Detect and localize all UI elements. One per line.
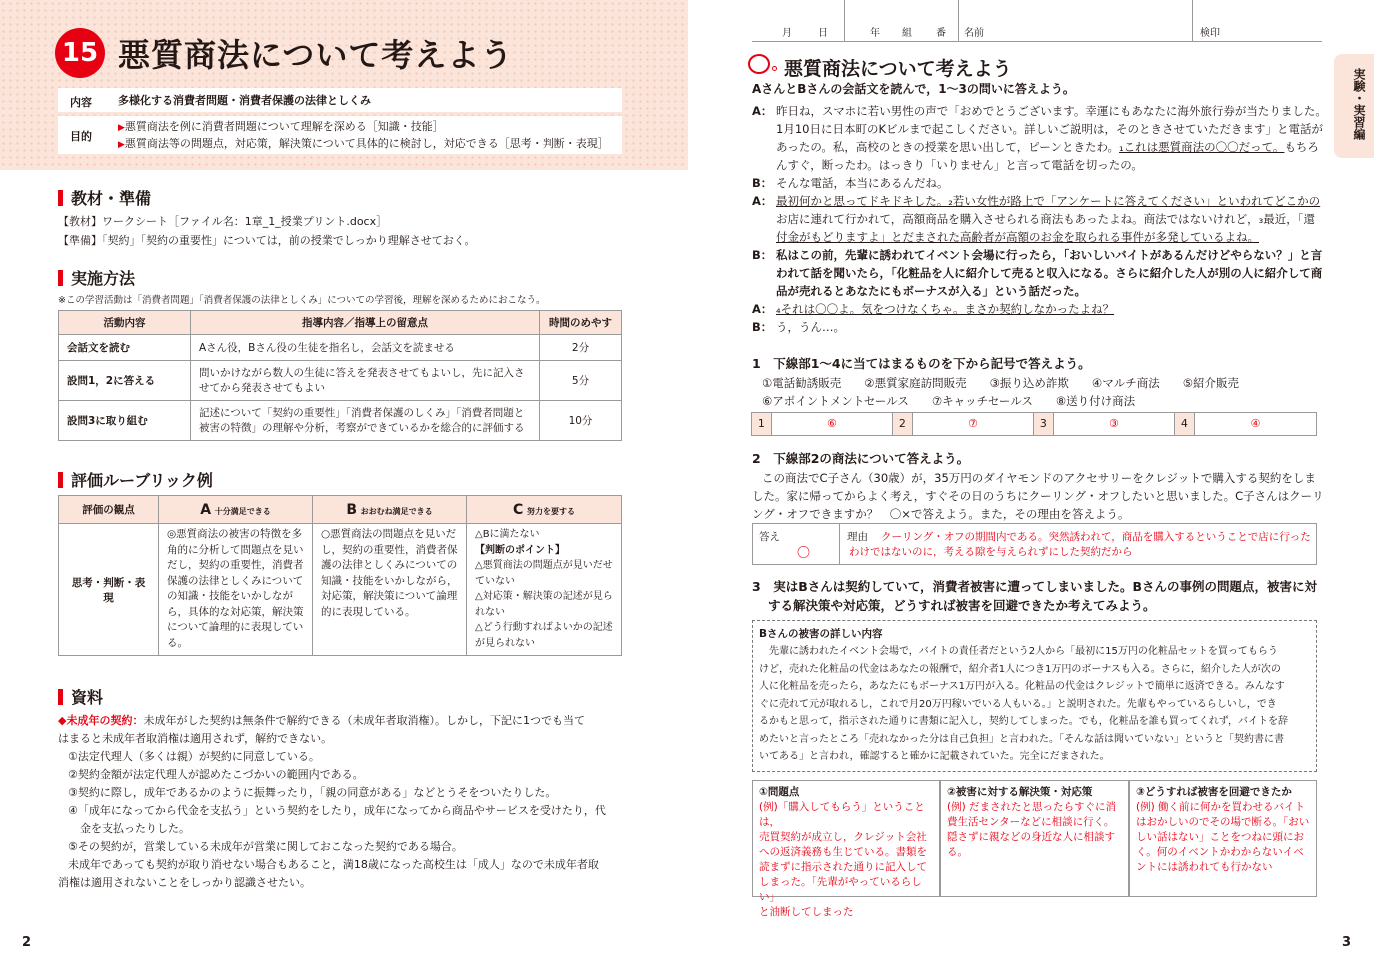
question-2-answer-box: 答え 〇 理由 クーリング・オフの期間内である。突然誘われて，商品を購入するということで店に行った わけではないのに，考える隙を与えられずにした契約だから xyxy=(752,523,1317,565)
speaker-a: A： xyxy=(752,194,773,208)
rubric-heading: 評価ルーブリック例 xyxy=(58,468,213,491)
goal-label: 目的 xyxy=(70,130,92,143)
resource-line: 消権は適用されないことをしっかり認識させたい。 xyxy=(58,876,311,889)
dialogue-line: 付金がもどりますよ」とだまされた高齢者が高額のお金を取られる事件が多発しているよね。 xyxy=(776,230,1259,244)
table-row: 設問3に取り組む 記述について「契約の重要性」「消費者保護のしくみ」「消費者問題と被害の特徴」の理解や分析，考察ができているかを総合的に評価する 10分 xyxy=(59,401,622,441)
dialogue-line: われて話を聞いたら，「化粧品を人に紹介して売ると収入になる。さらに紹介した人が別の人に紹介して商 xyxy=(776,266,1323,280)
materials-line: 【教材】ワークシート［ファイル名：1章_1_授業プリント.docx］ xyxy=(58,215,388,228)
resource-line: ③契約に際し，成年であるかのように振舞ったり，「親の同意がある」などとうそをついたりした。 xyxy=(68,786,557,799)
page-title: 悪質商法について考えよう xyxy=(118,36,514,74)
table-header: 活動内容 xyxy=(59,311,191,335)
question-2-text: した。家に帰ってからよく考え，すぐその日のうちにクーリング・オフしたいと思いました。C子さんはクーリ xyxy=(752,489,1324,503)
page-number: 3 xyxy=(1342,935,1352,950)
table-header: A 十分満足できる xyxy=(159,496,313,524)
dialogue-line: 私はこの前，先輩に誘われてイベント会場に行ったら，「おいしいバイトがあるんだけどやらない？」と言 xyxy=(776,248,1323,262)
speaker-a: A： xyxy=(752,104,773,118)
resource-line: 未成年であっても契約が取り消せない場合もあること，満18歳になった高校生は「成人」なので未成年者取 xyxy=(68,858,599,871)
question-2-title: 2 下線部2の商法について答えよう。 xyxy=(752,451,970,466)
dialogue-line: う，うん…。 xyxy=(776,320,845,334)
dialogue-line: あったの。私，高校のときの授業を思い出して，ピーンときたわ。₁これは悪質商法の〇〇だって。もちろ xyxy=(776,140,1319,154)
table-row: 思考・判断・表現 ◎悪質商法の被害の特徴を多角的に分析して問題点を見いだし，契約の重要性，消費者保護の法律としくみについての知識・技能をいかしながら，具体的な対応策，解決策について論理的に表現している。 ○悪質商法の問題点を見いだし，契約の重要性，消費者保護の法律としくみについての知識・技能をいかしながら，対応策，解決策について論理的に表現している。 △Bに満たない 【判断のポイント】 △悪質商法の問題点が見いだせていない △対応策・解決策の記述が見られない △どう行動すればよいかの記述が見られない xyxy=(59,524,622,656)
content-box xyxy=(58,88,622,112)
dialogue-line: 1月10日に日本町のKビルまで起こしください。詳しいご説明は，そのときさせていただきます」と電話が xyxy=(776,122,1323,136)
content-text: 多様化する消費者問題・消費者保護の法律としくみ xyxy=(118,94,371,107)
speaker-a: A： xyxy=(752,302,773,316)
goal-item: ▶悪質商法を例に消費者問題について理解を深める［知識・技能］ xyxy=(118,120,444,133)
question-1-options: ⑥アポイントメントセールス ⑦キャッチセールス ⑧送り付け商法 xyxy=(762,394,1136,408)
method-table xyxy=(58,310,622,441)
header-fields: 月 日 年 組 番 名前 検印 xyxy=(752,0,1322,42)
thought-dot-icon xyxy=(772,66,777,71)
goal-item: ▶悪質商法等の問題点，対応策，解決策について具体的に検討し，対応できる［思考・判断・表現］ xyxy=(118,137,609,150)
dialogue-line: お店に連れて行かれて，高額商品を購入させられる商法もあったよね。商法ではないけれど，₃最近，「還 xyxy=(776,212,1316,226)
speaker-b: B： xyxy=(752,320,773,334)
question-1-options: ①電話勧誘販売 ②悪質家庭訪問販売 ③振り込め詐欺 ④マルチ商法 ⑤紹介販売 xyxy=(762,376,1240,390)
resource-line: はまると未成年者取消権は適用されず，解約できない。 xyxy=(58,732,333,745)
dialogue-line: そんな電話，本当にあるんだね。 xyxy=(776,176,949,190)
content-label: 内容 xyxy=(70,96,92,109)
table-header: 指導内容／指導上の留意点 xyxy=(191,311,540,335)
question-2-text: ング・オフできますか？ 〇×で答えよう。また，その理由を答えよう。 xyxy=(752,507,1130,521)
resource-line: ⑤その契約が，営業している未成年が営業に関しておこなった契約である場合。 xyxy=(68,840,463,853)
table-header: 時間のめやす xyxy=(540,311,622,335)
dialogue-line: んすぐ，断ったわ。はっきり「いりません」と言って電話を切ったの。 xyxy=(776,158,1143,172)
speaker-b: B： xyxy=(752,176,773,190)
question-3-title: 3 実はBさんは契約していて，消費者被害に遭ってしまいました。Bさんの事例の問題点，被害に対 xyxy=(752,579,1318,594)
answer-box-prevention: ③どうすれば被害を回避できたか (例) 働く前に何かを買わせるバイト はおかしいのでその場で断る。「おい しい話はない」ことをつねに頭にお く。何のイベントかわからないイベ ントには誘われても行かない xyxy=(1129,780,1317,897)
question-1-answer-row: 1 ⑥ 2 ⑦ 3 ③ 4 ④ xyxy=(751,412,1317,436)
resource-line: ②契約金額が法定代理人が認めたこづかいの範囲内である。 xyxy=(68,768,364,781)
dialogue-line: 昨日ね，スマホに若い男性の声で「おめでとうございます。幸運にもあなたに海外旅行券が当たりました。 xyxy=(776,104,1327,118)
answer-box-solutions: ②被害に対する解決策・対応策 (例) だまされたと思ったらすぐに消 費生活センターなどに相談に行く。 隠さずに親などの身近な人に相談す る。 xyxy=(940,780,1129,897)
materials-heading: 教材・準備 xyxy=(58,186,151,209)
triangle-icon: ▶ xyxy=(118,123,125,133)
speaker-b: B： xyxy=(752,248,773,262)
goal-box xyxy=(58,116,622,154)
question-3-title: する解決策や対応策，どうすれば被害を回避できたか考えてみよう。 xyxy=(768,598,1156,613)
table-header: B おおむね満足できる xyxy=(313,496,467,524)
dialogue-line: 最初何かと思ってドキドキした。₂若い女性が路上で「アンケートに答えてください」といわれてどこかの xyxy=(776,194,1321,208)
table-header: C 努力を要する xyxy=(467,496,622,524)
table-row: 会話文を読む Aさん役，Bさん役の生徒を指名し，会話文を読ませる 2分 xyxy=(59,335,622,361)
goal-list xyxy=(118,119,609,153)
resource-line: 金を支払ったりした。 xyxy=(80,822,190,835)
table-header: 評価の観点 xyxy=(59,496,159,524)
method-note: ※この学習活動は「消費者問題」「消費者保護の法律としくみ」についての学習後，理解を深めるためにおこなう。 xyxy=(58,295,546,306)
question-1-title: 1 下線部1～4に当てはまるものを下から記号で答えよう。 xyxy=(752,356,1091,371)
table-row: 設問1，2に答える 問いかけながら数人の生徒に答えを発表させてもよいし，先に記入させてから発表させてもよい 5分 xyxy=(59,361,622,401)
right-page xyxy=(688,0,1375,971)
question-2-text: この商法でC子さん（30歳）が，35万円のダイヤモンドのアクセサリーをクレジットで購入する契約をしま xyxy=(762,471,1316,485)
rubric-table xyxy=(58,495,622,656)
method-heading: 実施方法 xyxy=(58,266,135,289)
thought-bubble-icon xyxy=(748,54,770,74)
sheet-title: 悪質商法について考えよう xyxy=(784,58,1012,80)
side-tab: 実験・実習編 xyxy=(1334,54,1374,158)
materials-line: 【準備】「契約」「契約の重要性」については，前の授業でしっかり理解させておく。 xyxy=(58,234,476,247)
resource-line: ◆未成年の契約：未成年がした契約は無条件で解約できる（未成年者取消権）。しかし，下記に1つでも当て xyxy=(58,714,585,727)
resource-line: ①法定代理人（多くは親）が契約に同意している。 xyxy=(68,750,320,763)
dialogue-line: ₄それは〇〇よ。気をつけなくちゃ。まさか契約しなかったよね？ xyxy=(776,302,1115,316)
triangle-icon: ▶ xyxy=(118,140,125,150)
resource-heading: 資料 xyxy=(58,685,103,708)
lesson-number-badge: 15 xyxy=(55,28,105,78)
page-number: 2 xyxy=(22,935,32,950)
intro: AさんとBさんの会話文を読んで，1～3の問いに答えよう。 xyxy=(752,82,1075,96)
dialogue-line: 品が売れるとあなたにもボーナスが入る」という話だった。 xyxy=(776,284,1087,298)
resource-line: ④「成年になってから代金を支払う」という契約をしたり，成年になってから商品やサービスを受けたり，代 xyxy=(68,804,606,817)
case-detail-box: Bさんの被害の詳しい内容 先輩に誘われたイベント会場で，バイトの責任者だという2人から「最初に15万円の化粧品セットを買ってもらう けど，売れた化粧品の代金はあなたの報酬で，紹介者1人につき1万円のボーナスも入る。さらに，紹介した人が次の 人に化粧品を売ったら，あなたにもボーナス1万円が入る。化粧品の代金はクレジットで簡単に返済できる。みんなす ぐに売れて元が取れるし，これで月20万円稼いでいる人もいる。」と説明された。先輩もやっているらしいし，でき るかもと思って，指示された通りに書類に記入し，契約してしまった。でも，化粧品を誰も買ってくれず，バイトを辞 めたいと言ったところ「売れなかった分は自己負担」と言われた。「そんな話は聞いていない」というと「契約書に書 いてある」と言われ，確認すると確かに記載されていた。完全にだまされた。 xyxy=(752,620,1317,772)
answer-box-problems: ①問題点 (例)「購入してもらう」ということは， 売買契約が成立し，クレジット会社 への返済義務も生じている。書類を 読まずに指示された通りに記入して しまった。「先輩がやっているらしい」 と油断してしまった xyxy=(752,780,940,897)
